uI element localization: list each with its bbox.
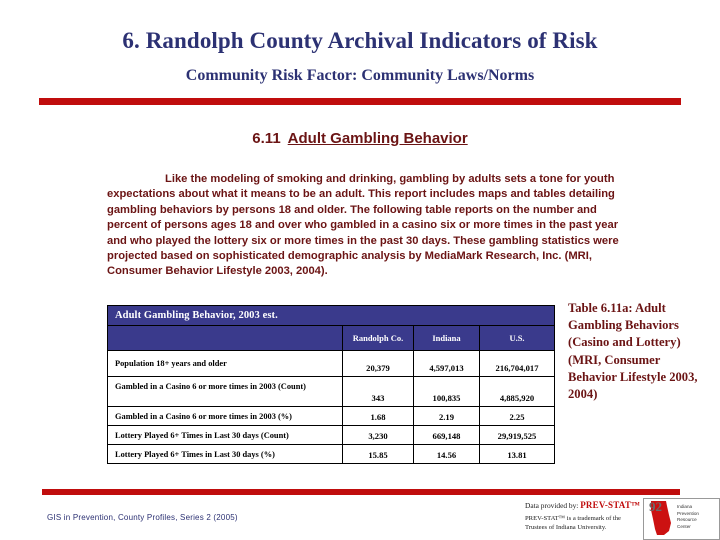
adult-gambling-table — [107, 305, 555, 464]
row-value-randolph: 15.85 — [343, 445, 414, 464]
row-label: Gambled in a Casino 6 or more times in 2003 (%) — [108, 407, 343, 426]
column-header-indiana: Indiana — [414, 326, 480, 351]
iprc-logo-text — [677, 504, 699, 530]
table-title-row — [108, 306, 555, 326]
row-value-indiana: 669,148 — [414, 426, 480, 445]
iprc-text-line-3: Resource — [677, 517, 697, 523]
row-value-indiana: 14.56 — [414, 445, 480, 464]
logo-number: 92 — [649, 499, 662, 514]
bottom-divider-rule — [42, 489, 680, 495]
iprc-text-line-2: Prevention — [677, 510, 699, 516]
prev-stat-brand: PREV-STAT™ — [580, 500, 641, 510]
row-value-randolph: 20,379 — [343, 351, 414, 377]
page-subtitle: Community Risk Factor: Community Laws/Norms — [185, 67, 535, 84]
row-value-randolph: 1.68 — [343, 407, 414, 426]
row-value-randolph: 343 — [343, 377, 414, 407]
section-number: 6.11 — [252, 130, 281, 147]
row-value-randolph: 3,230 — [343, 426, 414, 445]
row-value-indiana: 2.19 — [414, 407, 480, 426]
row-value-indiana: 4,597,013 — [414, 351, 480, 377]
row-value-us: 216,704,017 — [480, 351, 555, 377]
row-value-us: 4,885,920 — [480, 377, 555, 407]
table-row — [108, 407, 555, 426]
table-row — [108, 377, 555, 407]
trademark-note: PREV-STAT™ is a trademark of the Trustees of Indiana University. — [525, 515, 621, 531]
section-heading — [0, 130, 720, 147]
table-title: Adult Gambling Behavior, 2003 est. — [108, 306, 555, 326]
table-row — [108, 351, 555, 377]
iprc-text-line-1: Indiana — [677, 504, 693, 509]
row-label: Population 18+ years and older — [108, 351, 343, 377]
column-header-us: U.S. — [480, 326, 555, 351]
iprc-logo — [643, 498, 720, 540]
section-title: Adult Gambling Behavior — [287, 130, 468, 147]
iprc-text-line-4: Center — [677, 523, 691, 529]
column-header-randolph: Randolph Co. — [343, 326, 414, 351]
footer-source-note: GIS in Prevention, County Profiles, Series 2 (2005) — [47, 513, 238, 522]
table-caption: Table 6.11a: Adult Gambling Behaviors (Casino and Lottery) (MRI, Consumer Behavior Lifestyle 2003, 2004) — [568, 301, 698, 402]
table-row — [108, 445, 555, 464]
data-provided-label: Data provided by: — [525, 501, 581, 510]
row-label: Lottery Played 6+ Times in Last 30 days (%) — [108, 445, 343, 464]
column-header-0 — [108, 326, 343, 351]
row-value-us: 2.25 — [480, 407, 555, 426]
row-value-us: 13.81 — [480, 445, 555, 464]
row-value-indiana: 100,835 — [414, 377, 480, 407]
footer-logo-block — [525, 500, 720, 540]
top-divider-rule — [39, 98, 681, 105]
row-label: Gambled in a Casino 6 or more times in 2003 (Count) — [108, 377, 343, 407]
table-header-row — [108, 326, 555, 351]
body-paragraph: Like the modeling of smoking and drinking, gambling by adults sets a tone for youth expectations about what it means to be an adult. This report includes maps and tables detailing gambling behaviors by persons 18 and older. The following table reports on the number and percent of persons ages 18 and over who gambled in a casino six or more times in the past year and who played the lottery six or more times in the past 30 days. These gambling statistics were projected based on sophisticated demographic analysis by MediaMark Research, Inc. (MRI, Consumer Behavior Lifestyle 2003, 2004). — [107, 173, 619, 278]
table-row — [108, 426, 555, 445]
row-label: Lottery Played 6+ Times in Last 30 days (Count) — [108, 426, 343, 445]
data-provided-line — [525, 500, 640, 510]
page-title: 6. Randolph County Archival Indicators of Risk — [122, 28, 598, 53]
row-value-us: 29,919,525 — [480, 426, 555, 445]
